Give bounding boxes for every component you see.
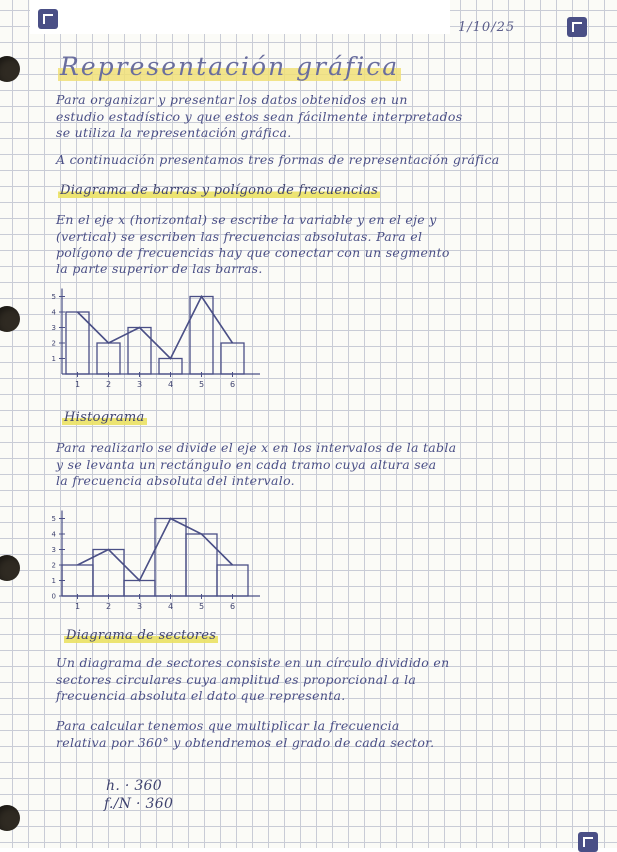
bar bbox=[186, 534, 217, 596]
bar bbox=[155, 519, 186, 597]
bar bbox=[93, 550, 124, 597]
barras-line-3: polígono de frecuencias hay que conectar con un segmento bbox=[56, 245, 450, 260]
x-tick-label: 1 bbox=[74, 380, 81, 389]
section-heading-barras: Diagrama de barras y polígono de frecuencias bbox=[60, 183, 379, 198]
y-tick-label: 2 bbox=[51, 339, 56, 348]
calc-line-2: relativa por 360° y obtendremos el grado de cada sector. bbox=[56, 735, 435, 750]
top-margin-strip bbox=[30, 0, 450, 34]
calc-line-1: Para calcular tenemos que multiplicar la frecuencia bbox=[56, 718, 400, 733]
x-tick-label: 3 bbox=[136, 602, 143, 611]
sectores-line-1: Un diagrama de sectores consiste en un círculo dividido en bbox=[56, 655, 450, 670]
y-tick-label: 0 bbox=[51, 592, 56, 601]
section-heading-sectores: Diagrama de sectores bbox=[66, 628, 217, 643]
bar bbox=[159, 359, 182, 375]
histograma-line-1: Para realizarlo se divide el eje x en los intervalos de la tabla bbox=[56, 440, 457, 455]
x-tick-label: 4 bbox=[167, 380, 174, 389]
x-tick-label: 5 bbox=[198, 380, 205, 389]
y-tick-label: 1 bbox=[51, 577, 56, 585]
page-title: Representación gráfica bbox=[60, 52, 400, 81]
y-tick-label: 3 bbox=[51, 546, 56, 554]
histograma-line-2: y se levanta un rectángulo en cada tramo cuya altura sea bbox=[56, 457, 437, 472]
bar bbox=[62, 565, 93, 596]
sectores-line-3: frecuencia absoluta el dato que representa. bbox=[56, 688, 346, 703]
barras-line-2: (vertical) se escriben las frecuencias absolutas. Para el bbox=[56, 229, 423, 244]
y-tick-label: 3 bbox=[51, 324, 56, 332]
x-tick-label: 6 bbox=[229, 380, 236, 389]
x-tick-label: 5 bbox=[198, 602, 205, 611]
corner-marker-icon bbox=[38, 9, 58, 29]
section-heading-histograma: Histograma bbox=[64, 410, 145, 425]
x-tick-label: 2 bbox=[105, 602, 112, 611]
frequency-polygon bbox=[78, 297, 233, 359]
intro-line-2: estudio estadístico y que estos sean fácilmente interpretados bbox=[56, 109, 463, 124]
page-date: 1/10/25 bbox=[458, 20, 516, 35]
bar bbox=[221, 343, 244, 374]
x-tick-label: 2 bbox=[105, 380, 112, 389]
x-tick-label: 3 bbox=[136, 380, 143, 389]
y-tick-label: 4 bbox=[51, 308, 56, 317]
corner-marker-icon bbox=[567, 17, 587, 37]
y-tick-label: 5 bbox=[51, 515, 56, 523]
sectores-line-2: sectores circulares cuya amplitud es proporcional a la bbox=[56, 672, 417, 687]
intro-line-1: Para organizar y presentar los datos obtenidos en un bbox=[56, 92, 408, 107]
formula-2: f./N · 360 bbox=[104, 796, 174, 812]
bar bbox=[66, 312, 89, 374]
intro-line-3: se utiliza la representación gráfica. bbox=[56, 125, 292, 140]
bar-chart-polygon bbox=[40, 290, 250, 395]
corner-marker-icon bbox=[578, 832, 598, 852]
histogram-chart bbox=[40, 508, 280, 616]
x-tick-label: 4 bbox=[167, 602, 174, 611]
barras-line-1: En el eje x (horizontal) se escribe la variable y en el eje y bbox=[56, 212, 437, 227]
y-tick-label: 2 bbox=[51, 561, 56, 570]
y-tick-label: 5 bbox=[51, 293, 56, 301]
x-tick-label: 6 bbox=[229, 602, 236, 611]
formula-1: h. · 360 bbox=[106, 778, 162, 794]
bar bbox=[217, 565, 248, 596]
bar bbox=[124, 581, 155, 597]
x-tick-label: 1 bbox=[74, 602, 81, 611]
y-tick-label: 1 bbox=[51, 355, 56, 363]
barras-line-4: la parte superior de las barras. bbox=[56, 261, 263, 276]
bar bbox=[97, 343, 120, 374]
forms-line: A continuación presentamos tres formas de representación gráfica bbox=[56, 152, 500, 167]
y-tick-label: 4 bbox=[51, 530, 56, 539]
histograma-line-3: la frecuencia absoluta del intervalo. bbox=[56, 473, 295, 488]
